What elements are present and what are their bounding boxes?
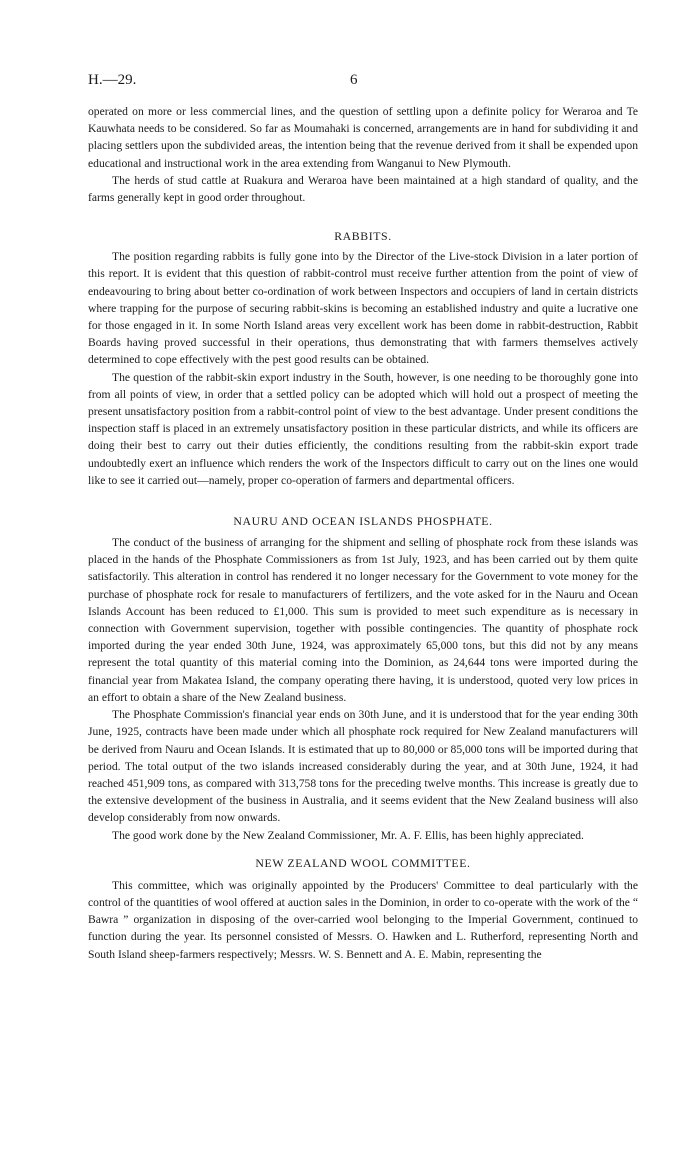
paragraph-wool-committee: This committee, which was originally appointed by the Producers' Committee to deal particularly with the control of the quantities of wool offered at auction sales in the Dominion, in order to co-operate with the work of the “ Bawra ” organization in disposing of the over-carried wool belonging to the Imperial Government, continued to function during the year. Its personnel consisted of Messrs. O. Hawken and L. Rutherford, representing North and South Island sheep-farmers respectively; Messrs. W. S. Bennett and A. E. Mabin, representing the [88, 878, 638, 961]
section-heading-rabbits: RABBITS. [334, 229, 392, 244]
page-number: 6 [350, 72, 358, 88]
section-heading-wool-committee: NEW ZEALAND WOOL COMMITTEE. [255, 855, 471, 870]
paragraph-commissioner: The good work done by the New Zealand Commissioner, Mr. A. F. Ellis, has been highly appreciated. [112, 828, 584, 842]
document-reference: H.—29. [88, 72, 137, 88]
section-heading-nauru-phosphate: NAURU AND OCEAN ISLANDS PHOSPHATE. [233, 514, 493, 529]
paragraph-rabbit-skin-export: The question of the rabbit-skin export industry in the South, however, is one needing to be thoroughly gone into from all points of view, in order that a settled policy can be adopted which will hold out a prospect of meeting the present unsatisfactory position from a rabbit-control point of view to the best advantage. Under present conditions the inspection staff is placed in an extremely unsatisfactory position in these particular districts, and while its officers are doing their best to carry out their duties efficiently, the conditions resulting from the rabbit-skin export trade undoubtedly exert an influence which renders the work of the Inspectors difficult to carry out on the lines one would like to see it carried out—namely, proper co-operation of farmers and departmental officers. [88, 370, 638, 487]
paragraph-phosphate-commission: The Phosphate Commission's financial year ends on 30th June, and it is understood that for the year ending 30th June, 1925, contracts have been made under which all phosphate rock required for New Zealand manufacturers will be derived from Nauru and Ocean Islands. It is estimated that up to 80,000 or 85,000 tons will be imported during that period. The total output of the two islands increased considerably during the year, and at 30th June, 1924, it had reached 451,909 tons, as compared with 313,758 tons for the preceding twelve months. This increase is greatly due to the extensive development of the business in Australia, and it seems evident that the New Zealand business will also develop considerably from now onwards. [88, 708, 638, 825]
paragraph-rabbit-control: The position regarding rabbits is fully gone into by the Director of the Live-stock Division in a later portion of this report. It is evident that this question of rabbit-control must receive further attention from the point of view of endeavouring to bring about better co-ordination of work between Inspectors and occupiers of land in certain districts where trapping for the purpose of securing rabbit-skins is becoming an established industry and quite a lucrative one for those engaged in it. In some North Island areas very excellent work has been dome in rabbit-destruction, Rabbit Boards having proved successful in their operations, thus demonstrating that with farmers themselves actively determined to cope effectively with the pest good results can be obtained. [88, 250, 638, 367]
paragraph-farms-policy: operated on more or less commercial lines, and the question of settling upon a definite policy for Weraroa and Te Kauwhata needs to be considered. So far as Moumahaki is concerned, arrangements are in hand for subdividing it and placing settlers upon the subdivided areas, the intention being that the revenue derived from it shall be expended upon educational and instructional work in the area extending from Wanganui to New Plymouth. [88, 105, 638, 170]
paragraph-phosphate-business: The conduct of the business of arranging for the shipment and selling of phosphate rock from these islands was placed in the hands of the Phosphate Commissioners as from 1st July, 1923, and has been carried out by them quite satisfactorily. This alteration in control has rendered it no longer necessary for the Government to vote money for the purchase of phosphate rock for resale to manufacturers of fertilizers, and the vote asked for in the Nauru and Ocean Islands Account has been reduced to £1,000. This sum is provided to meet such expenditure as is necessary in connection with Government supervision, together with possible contingencies. The quantity of phosphate rock imported during the year ended 30th June, 1924, was approximately 65,000 tons, but this did not by any means represent the total quantity of this material coming into the Dominion, as 24,644 tons were imported during the financial year from Makatea Island, the company operating there having, it is understood, quoted very low prices in an effort to obtain a share of the New Zealand business. [88, 536, 638, 704]
body-text [88, 103, 638, 963]
paragraph-stud-cattle: The herds of stud cattle at Ruakura and Weraroa have been maintained at a high standard of quality, and the farms generally kept in good order throughout. [88, 173, 638, 205]
page-header [88, 72, 640, 92]
